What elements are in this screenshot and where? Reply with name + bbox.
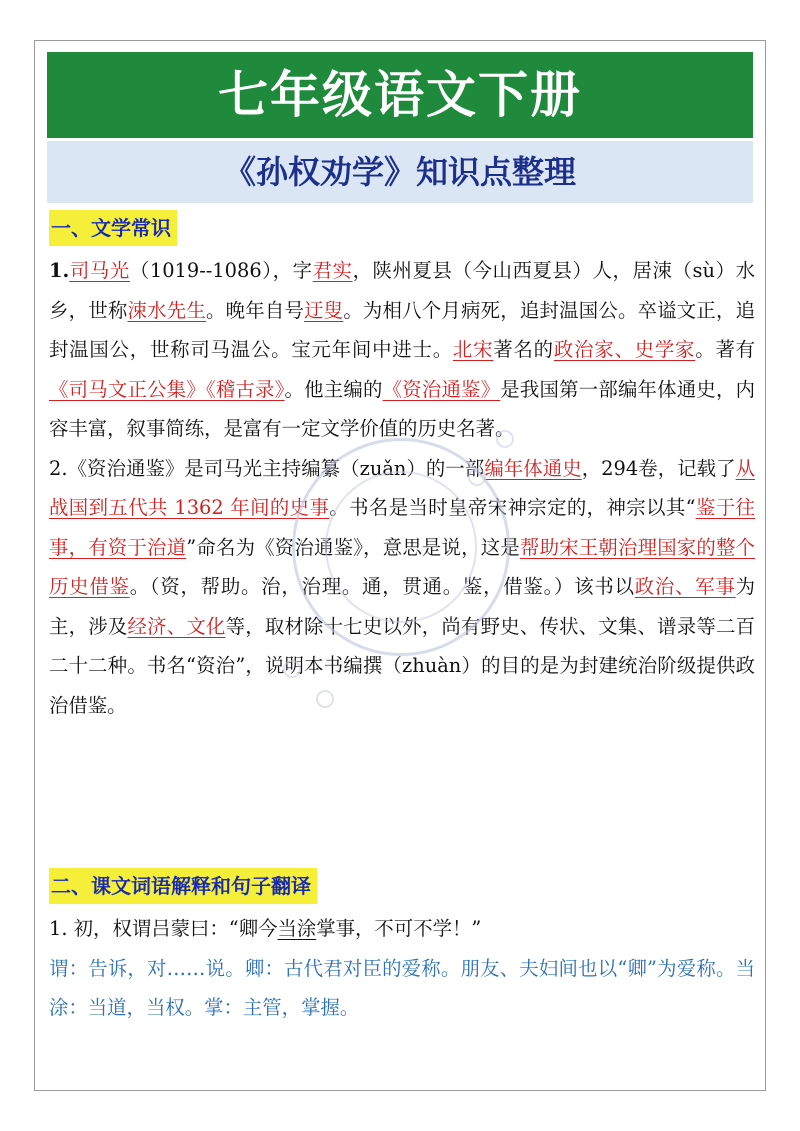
text: 1. 初，权谓吕蒙曰：“卿今 <box>49 917 278 940</box>
text: 等，取材除十七史以外，尚有野史、传状、文集、谱录等二百二十二种。书名“资治”，说明本书编撰（zhuàn）的目的是为封建统治阶级提供政治借鉴。 <box>49 614 756 717</box>
highlight-term: 北宋 <box>452 338 494 361</box>
page-title: 七年级语文下册 <box>47 52 753 138</box>
text: 为主，涉及 <box>49 575 755 638</box>
text: 。他主编的 <box>284 377 383 401</box>
text: 2.《资治通鉴》是司马光主持编纂（zuǎn）的一部 <box>49 456 485 480</box>
highlight-term: 帮助宋王朝治理国家的整个历史借鉴 <box>49 535 756 598</box>
watermark-dot <box>316 690 334 708</box>
highlight-term: 经济、文化 <box>127 614 226 638</box>
underlined-word: 当涂 <box>277 917 317 940</box>
highlight-term: 编年体通史 <box>484 456 582 480</box>
explanation-1: 谓：告诉，对……说。卿：古代君对臣的爱称。朋友、夫妇间也以“卿”为爱称。当涂：当道，当权。掌：主管，掌握。 <box>49 956 755 1019</box>
highlight-term: 君实 <box>312 259 353 282</box>
text: ，陕州夏县（今山西夏县）人，居涑（sù）水乡，世称 <box>49 259 755 322</box>
text: 。晚年自号 <box>205 298 305 322</box>
watermark-dot <box>468 468 486 486</box>
highlight-term: 从战国到五代共 1362 年间的史事 <box>49 456 756 519</box>
text: （1019--1086），字 <box>129 259 313 282</box>
text: 。著有 <box>695 338 756 361</box>
text: 。书名是当时皇帝宋神宗定的，神宗以其“ <box>329 496 696 519</box>
text: 1. <box>49 259 70 282</box>
text: ，294卷，记载了 <box>581 456 736 480</box>
text: 。为相八个月病死，追封温国公。卒谥文正，追封温国公，世称司马温公。宝元年间中进士。 <box>49 298 756 361</box>
text: 著名的 <box>493 338 554 361</box>
paragraph-sima-guang <box>49 251 755 449</box>
highlight-term: 司马光 <box>69 259 130 282</box>
text: 。（资，帮助。治，治理。通，贯通。鉴，借鉴。）该书以 <box>129 575 635 598</box>
highlight-term: 政治、军事 <box>634 575 736 598</box>
text: 是我国第一部编年体通史，内容丰富，叙事简练，是富有一定文学价值的历史名著。 <box>49 377 756 440</box>
highlight-term: 政治家、史学家 <box>553 338 696 361</box>
text: 掌事，不可不学！” <box>316 917 482 940</box>
highlight-term: 鉴于往事，有资于治道 <box>49 496 756 559</box>
page-subtitle: 《孙权劝学》知识点整理 <box>47 141 753 203</box>
section-heading-vocabulary: 二、课文词语解释和句子翻译 <box>49 868 317 904</box>
highlight-term: 《司马文正公集》《稽古录》 <box>49 377 285 401</box>
section2-body <box>49 909 755 1028</box>
sentence-1 <box>49 909 755 949</box>
highlight-term: 《资治通鉴》 <box>382 377 501 401</box>
highlight-term: 涑水先生 <box>127 298 206 322</box>
watermark-dot <box>496 430 514 448</box>
watermark-dot <box>283 660 301 678</box>
text: ”命名为《资治通鉴》，意思是说，这是 <box>186 535 520 559</box>
section-heading-literary-knowledge: 一、文学常识 <box>49 210 177 246</box>
highlight-term: 迂叟 <box>304 298 344 322</box>
